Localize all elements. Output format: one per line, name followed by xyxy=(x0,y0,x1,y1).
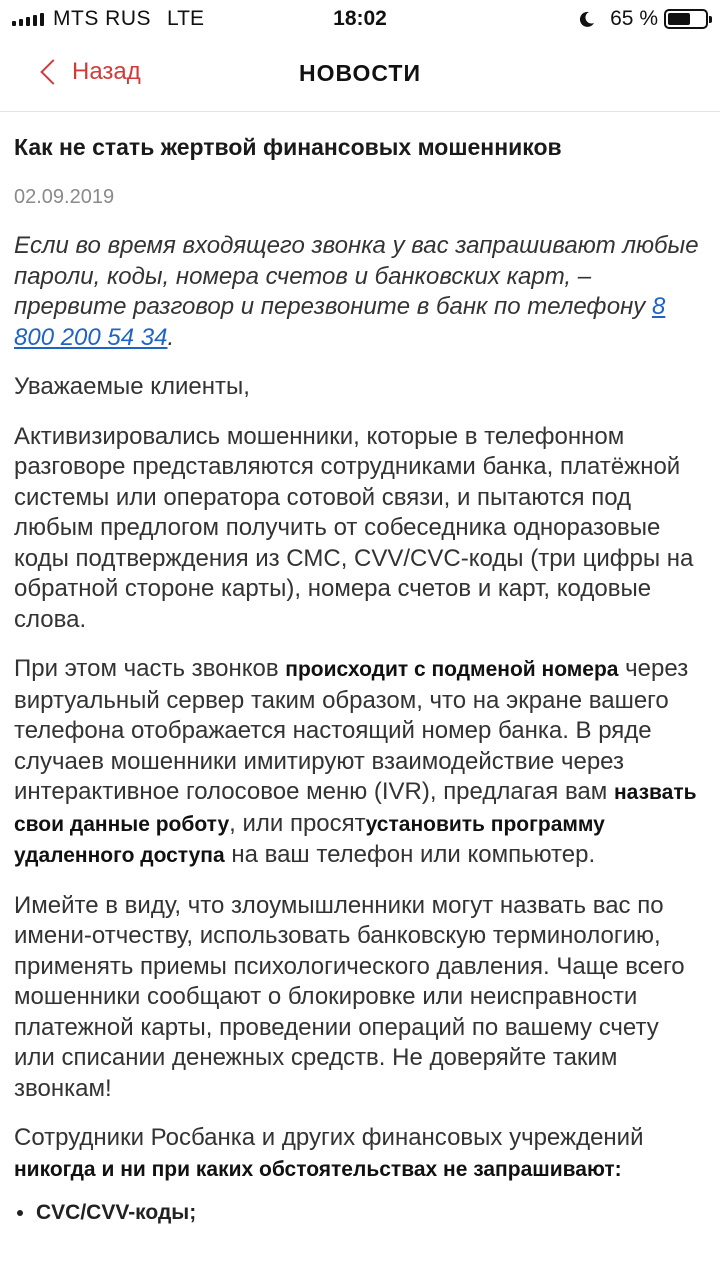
paragraph-4 xyxy=(14,1123,704,1185)
p4-text-a: Сотрудники Росбанка и других финансовых учреждений xyxy=(14,1124,644,1151)
nav-bar xyxy=(0,38,720,112)
p4-bold-never: никогда и ни при каких обстоятельствах не запрашивают: xyxy=(14,1157,622,1181)
status-right xyxy=(578,7,708,31)
battery-percent: 65 % xyxy=(610,7,658,30)
greeting: Уважаемые клиенты, xyxy=(14,373,250,400)
status-bar xyxy=(0,0,720,38)
battery-icon xyxy=(664,9,708,29)
never-request-list xyxy=(14,1201,704,1225)
paragraph-3: Имейте в виду, что злоумышленники могут назвать вас по имени-отчеству, использовать банковскую терминологию, применять приемы психологического давления. Чаще всего мошенники сообщают о блокировке или неисправности платежной карты, проведении операций по вашему счету или списании денежных средств. Не доверяйте таким звонкам! xyxy=(14,891,685,1102)
carrier-label: MTS RUS xyxy=(53,7,151,30)
page-title: НОВОСТИ xyxy=(298,60,422,86)
lead-text: Если во время входящего звонка у вас запрашивают любые пароли, коды, номера счетов и банковских карт, – прервите разговор и перезвоните в банк по телефону xyxy=(14,232,699,320)
p2-bold-robot: назвать свои данные роботу xyxy=(14,781,697,836)
status-time: 18:02 xyxy=(333,7,387,30)
article-content[interactable] xyxy=(14,112,704,1225)
lead-paragraph xyxy=(14,231,704,353)
back-label: Назад xyxy=(72,58,141,85)
paragraph-1: Активизировались мошенники, которые в телефонном разговоре представляются сотрудниками банка, платёжной системы или оператора сотовой связи, и пытаются под любым предлогом получить от собеседника одноразовые коды подтверждения из СМС, CVV/CVC-коды (три цифры на обратной стороне карты), номера счетов и карт, кодовые слова. xyxy=(14,422,694,633)
p2-text-a: При этом часть звонков xyxy=(14,655,286,682)
article-title: Как не стать жертвой финансовых мошенников xyxy=(14,134,562,160)
p2-bold-spoofing: происходит с подменой номера xyxy=(285,658,619,681)
paragraph-2 xyxy=(14,654,704,872)
network-label: LTE xyxy=(167,7,204,30)
battery-fill xyxy=(668,13,690,25)
lead-end: . xyxy=(167,323,175,351)
list-item: • CVC/CVV-коды; xyxy=(36,1201,704,1225)
p2-bold-remote-access: установить программу удаленного доступа xyxy=(14,812,605,867)
phone-link[interactable]: 8 800 200 54 34 xyxy=(14,293,666,351)
moon-icon xyxy=(578,10,596,28)
p2-text-c: через виртуальный сервер таким образом, что на экране вашего телефона отображается настоящий номер банка. В ряде случаев мошенники имитируют взаимодействие через интерактивное голосовое меню (IVR), предлагая вам xyxy=(14,655,689,805)
p2-text-e: , или просят xyxy=(229,809,366,837)
p2-text-g: на ваш телефон или компьютер. xyxy=(224,841,596,868)
article-date: 02.09.2019 xyxy=(14,186,115,208)
